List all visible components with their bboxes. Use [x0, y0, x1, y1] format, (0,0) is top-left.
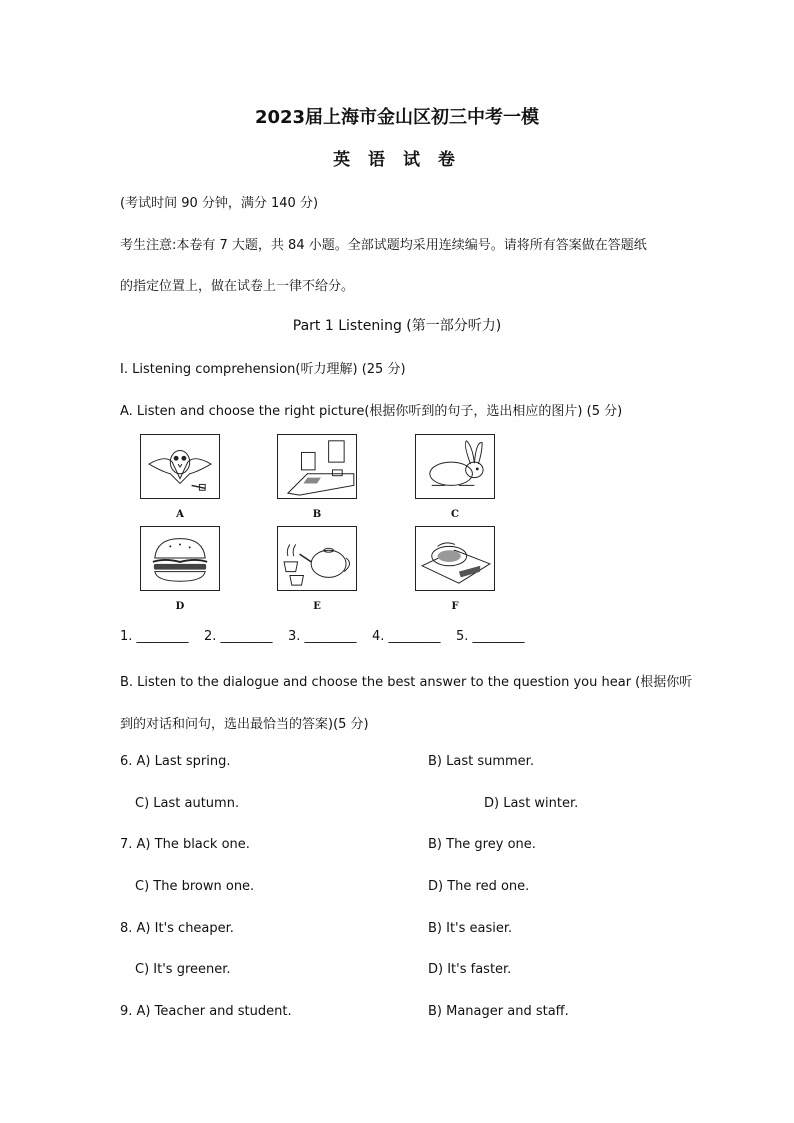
- question-8-option-b: B) It's easier.: [428, 921, 513, 936]
- notice-line-1: 考生注意:本卷有 7 大题，共 84 小题。全部试题均采用连续编号。请将所有答案做在答题纸: [120, 238, 647, 253]
- question-8-option-d: D) It's faster.: [428, 962, 512, 977]
- question-7-option-c: C) The brown one.: [135, 879, 255, 894]
- exam-time-note: (考试时间 90 分钟，满分 140 分): [120, 196, 319, 211]
- teapot-icon: [278, 527, 356, 590]
- hamburger-icon: [141, 527, 219, 590]
- part1-heading: Part 1 Listening (第一部分听力): [292, 318, 502, 334]
- question-6-option-b: B) Last summer.: [428, 754, 534, 769]
- question-8-option-c: C) It's greener.: [135, 962, 231, 977]
- rabbit-icon: [416, 435, 494, 498]
- question-9-option-a: 9. A) Teacher and student.: [120, 1004, 292, 1019]
- answer-blank-4[interactable]: 4. ________: [372, 629, 441, 644]
- question-6-option-c: C) Last autumn.: [135, 796, 240, 811]
- picture-label-f: F: [451, 601, 459, 612]
- cake-icon: [416, 527, 494, 590]
- notice-line-2: 的指定位置上，做在试卷上一律不给分。: [120, 279, 355, 294]
- office-desk-icon: [278, 435, 356, 498]
- section-b-heading-line-1: B. Listen to the dialogue and choose the best answer to the question you hear (根据你听: [120, 675, 693, 690]
- section-b-heading-line-2: 到的对话和问句，选出最恰当的答案)(5 分): [120, 717, 369, 732]
- answer-blank-1[interactable]: 1. ________: [120, 629, 189, 644]
- picture-b: [277, 434, 357, 499]
- question-6-option-a: 6. A) Last spring.: [120, 754, 231, 769]
- answer-blank-2[interactable]: 2. ________: [204, 629, 273, 644]
- picture-label-e: E: [313, 601, 321, 612]
- picture-label-c: C: [451, 509, 459, 520]
- picture-e: [277, 526, 357, 591]
- question-6-option-d: D) Last winter.: [484, 796, 579, 811]
- question-7-option-b: B) The grey one.: [428, 837, 536, 852]
- picture-f: [415, 526, 495, 591]
- answer-blank-5[interactable]: 5. ________: [456, 629, 525, 644]
- picture-c: [415, 434, 495, 499]
- picture-label-b: B: [312, 509, 322, 520]
- picture-d: [140, 526, 220, 591]
- picture-a: [140, 434, 220, 499]
- question-7-option-d: D) The red one.: [428, 879, 530, 894]
- owl-icon: [141, 435, 219, 498]
- question-8-option-a: 8. A) It's cheaper.: [120, 921, 234, 936]
- picture-label-a: A: [176, 509, 184, 520]
- section-1-heading: I. Listening comprehension(听力理解) (25 分): [120, 362, 406, 377]
- picture-label-d: D: [175, 601, 185, 612]
- page-subtitle: 英 语 试 卷: [333, 150, 461, 170]
- section-a-heading: A. Listen and choose the right picture(根据你听到的句子，选出相应的图片) (5 分): [120, 404, 623, 419]
- page-title: 2023届上海市金山区初三中考一模: [254, 107, 540, 128]
- answer-blank-3[interactable]: 3. ________: [288, 629, 357, 644]
- question-9-option-b: B) Manager and staff.: [428, 1004, 569, 1019]
- question-7-option-a: 7. A) The black one.: [120, 837, 250, 852]
